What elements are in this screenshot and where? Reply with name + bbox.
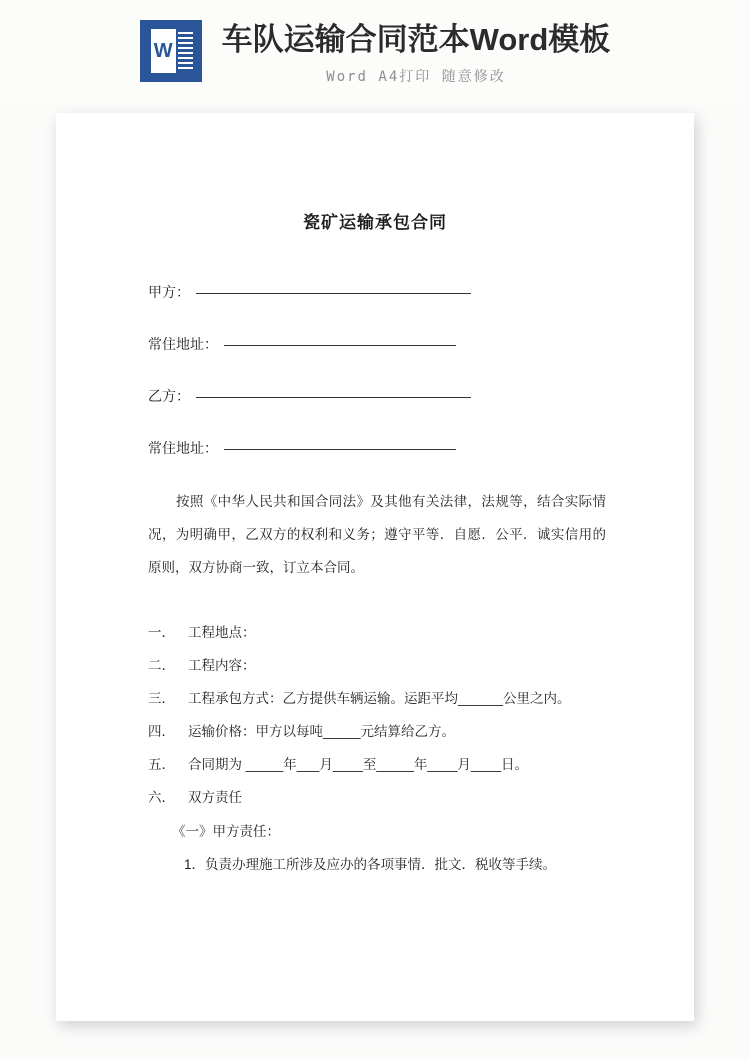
clause-text: 工程承包方式：乙方提供车辆运输。运距平均______公里之内。 (188, 691, 571, 706)
clause-number: 一． (148, 625, 175, 640)
clause-item (148, 621, 256, 641)
clause-number: 二． (148, 658, 175, 673)
banner-text-block (222, 20, 611, 86)
document-page (56, 113, 694, 1021)
microsoft-word-icon (140, 20, 202, 82)
clause-item (148, 786, 242, 806)
clause-item (148, 654, 256, 674)
clause-item (148, 720, 455, 740)
clause-number: 五． (148, 757, 175, 772)
banner-title: 车队运输合同范本Word模板 (221, 22, 611, 57)
subsection-heading: 《一》甲方责任： (172, 824, 280, 839)
banner-subtitle: Word A4打印 随意修改 (326, 69, 506, 85)
form-field-party-a (148, 282, 471, 302)
form-field-rule[interactable] (196, 396, 471, 398)
banner-inner (140, 0, 611, 86)
clause-item (148, 753, 528, 773)
form-field-rule[interactable] (196, 292, 471, 294)
form-field-label: 常住地址： (148, 336, 218, 352)
clause-number: 六． (148, 790, 175, 805)
template-banner (0, 0, 750, 104)
form-field-address-b (148, 438, 456, 458)
form-field-label: 乙方： (148, 388, 190, 404)
form-field-party-b (148, 386, 471, 406)
form-field-rule[interactable] (224, 344, 456, 346)
intro-paragraph: 按照《中华人民共和国合同法》及其他有关法律，法规等，结合实际情况，为明确甲，乙双方的权利和义务；遵守平等．自愿．公平．诚实信用的原则，双方协商一致，订立本合同。 (148, 494, 606, 575)
document-body (56, 113, 694, 1021)
clause-text: 工程内容： (188, 658, 256, 673)
clause-number: 四． (148, 724, 175, 739)
form-field-label: 甲方： (148, 284, 190, 300)
clause-text: 合同期为 _____年___月____至_____年____月____日。 (188, 757, 528, 772)
clause-text: 工程地点： (188, 625, 256, 640)
word-icon-letter: W (153, 40, 173, 62)
clause-number: 三． (148, 691, 175, 706)
subsection-item: 1．负责办理施工所涉及应办的各项事情．批文．税收等手续。 (184, 857, 557, 872)
form-field-address-a (148, 334, 456, 354)
form-field-rule[interactable] (224, 448, 456, 450)
form-field-label: 常住地址： (148, 440, 218, 456)
clause-item (148, 687, 571, 707)
clause-text: 运输价格：甲方以每吨_____元结算给乙方。 (188, 724, 456, 739)
word-icon-lines (178, 32, 193, 70)
clause-text: 双方责任 (188, 790, 242, 805)
document-title: 瓷矿运输承包合同 (303, 213, 447, 232)
